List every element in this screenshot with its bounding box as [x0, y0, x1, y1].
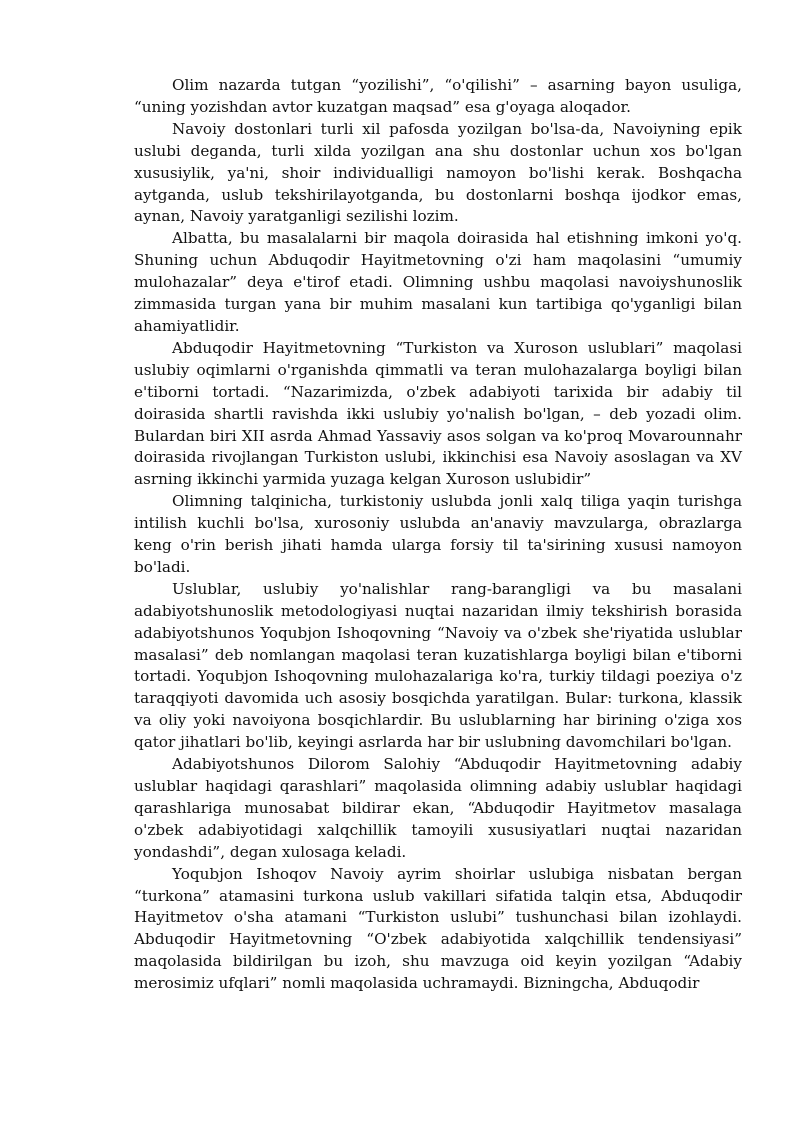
paragraph: Olim nazarda tutgan “yozilishi”, “o'qilishi” – asarning bayon usuliga, “uning yozishdan avtor kuzatgan maqsad” esa g'oyaga aloqador. [134, 76, 742, 116]
paragraph: Albatta, bu masalalarni bir maqola doirasida hal etishning imkoni yo'q. Shuning uchun Abduqodir Hayitmetovning o'zi ham maqolasini “umumiy mulohazalar” deya e'tirof etadi. Olimning ushbu maqolasi navoiyshunoslik zimmasida turgan yana bir muhim masalani kun tartibiga qo'yganligi bilan ahamiyatlidir. [134, 229, 742, 335]
paragraph: Uslublar, uslubiy yo'nalishlar rang-barangligi va bu masalani adabiyotshunoslik metodologiyasi nuqtai nazaridan ilmiy tekshirish borasida adabiyotshunos Yoqubjon Ishoqovning “Navoiy va o'zbek she'riyatida uslublar masalasi” deb nomlangan maqolasi teran kuzatishlarga boyligi bilan e'tiborni tortadi. Yoqubjon Ishoqovning mulohazalariga ko'ra, turkiy tildagi poeziya o'z taraqqiyoti davomida uch asosiy bosqichda yaratilgan. Bular: turkona, klassik va oliy yoki navoiyona bosqichlardir. Bu uslublarning har birining o'ziga xos qator jihatlari bo'lib, keyingi asrlarda har bir uslubning davomchilari bo'lgan. [134, 579, 742, 752]
paragraph: Abduqodir Hayitmetovning “Turkiston va Xuroson uslublari” maqolasi uslubiy oqimlarni o'rganishda qimmatli va teran mulohazalarga boyligi bilan e'tiborni tortadi. “Nazarimizda, o'zbek adabiyoti tarixida bir adabiy til doirasida shartli ravishda ikki uslubiy yo'nalish bo'lgan, – deb yozadi olim. Bulardan biri XII asrda Ahmad Yassaviy asos solgan va ko'proq Movarounnahr doirasida rivojlangan Turkiston uslubi, ikkinchisi esa Navoiy asoslagan va XV asrning ikkinchi yarmida yuzaga kelgan Xuroson uslubidir” [134, 338, 742, 489]
document-page [134, 75, 742, 995]
paragraph: Adabiyotshunos Dilorom Salohiy “Abduqodir Hayitmetovning adabiy uslublar haqidagi qarashlari” maqolasida olimning adabiy uslublar haqidagi qarashlariga munosabat bildirar ekan, “Abduqodir Hayitmetov masalaga o'zbek adabiyotidagi xalqchillik tamoyili xususiyatlari nuqtai nazaridan yondashdi”, degan xulosaga keladi. [134, 755, 742, 861]
paragraph: Olimning talqinicha, turkistoniy uslubda jonli xalq tiliga yaqin turishga intilish kuchli bo'lsa, xurosoniy uslubda an'anaviy mavzularga, obrazlarga keng o'rin berish jihati hamda ularga forsiy til ta'sirining xususi namoyon bo'ladi. [134, 492, 742, 576]
paragraph: Yoqubjon Ishoqov Navoiy ayrim shoirlar uslubiga nisbatan bergan “turkona” atamasini turkona uslub vakillari sifatida talqin etsa, Abduqodir Hayitmetov o'sha atamani “Turkiston uslubi” tushunchasi bilan izohlaydi. Abduqodir Hayitmetovning “O'zbek adabiyotida xalqchillik tendensiyasi” maqolasida bildirilgan bu izoh, shu mavzuga oid keyin yozilgan “Adabiy merosimiz ufqlari” nomli maqolasida uchramaydi. Bizningcha, Abduqodir [134, 864, 742, 993]
paragraph: Navoiy dostonlari turli xil pafosda yozilgan bo'lsa-da, Navoiyning epik uslubi deganda, turli xilda yozilgan ana shu dostonlar uchun xos bo'lgan xususiylik, ya'ni, shoir individualligi namoyon bo'lishi kerak. Boshqacha aytganda, uslub tekshirilayotganda, bu dostonlarni boshqa ijodkor emas, aynan, Navoiy yaratganligi sezilishi lozim. [134, 119, 742, 226]
